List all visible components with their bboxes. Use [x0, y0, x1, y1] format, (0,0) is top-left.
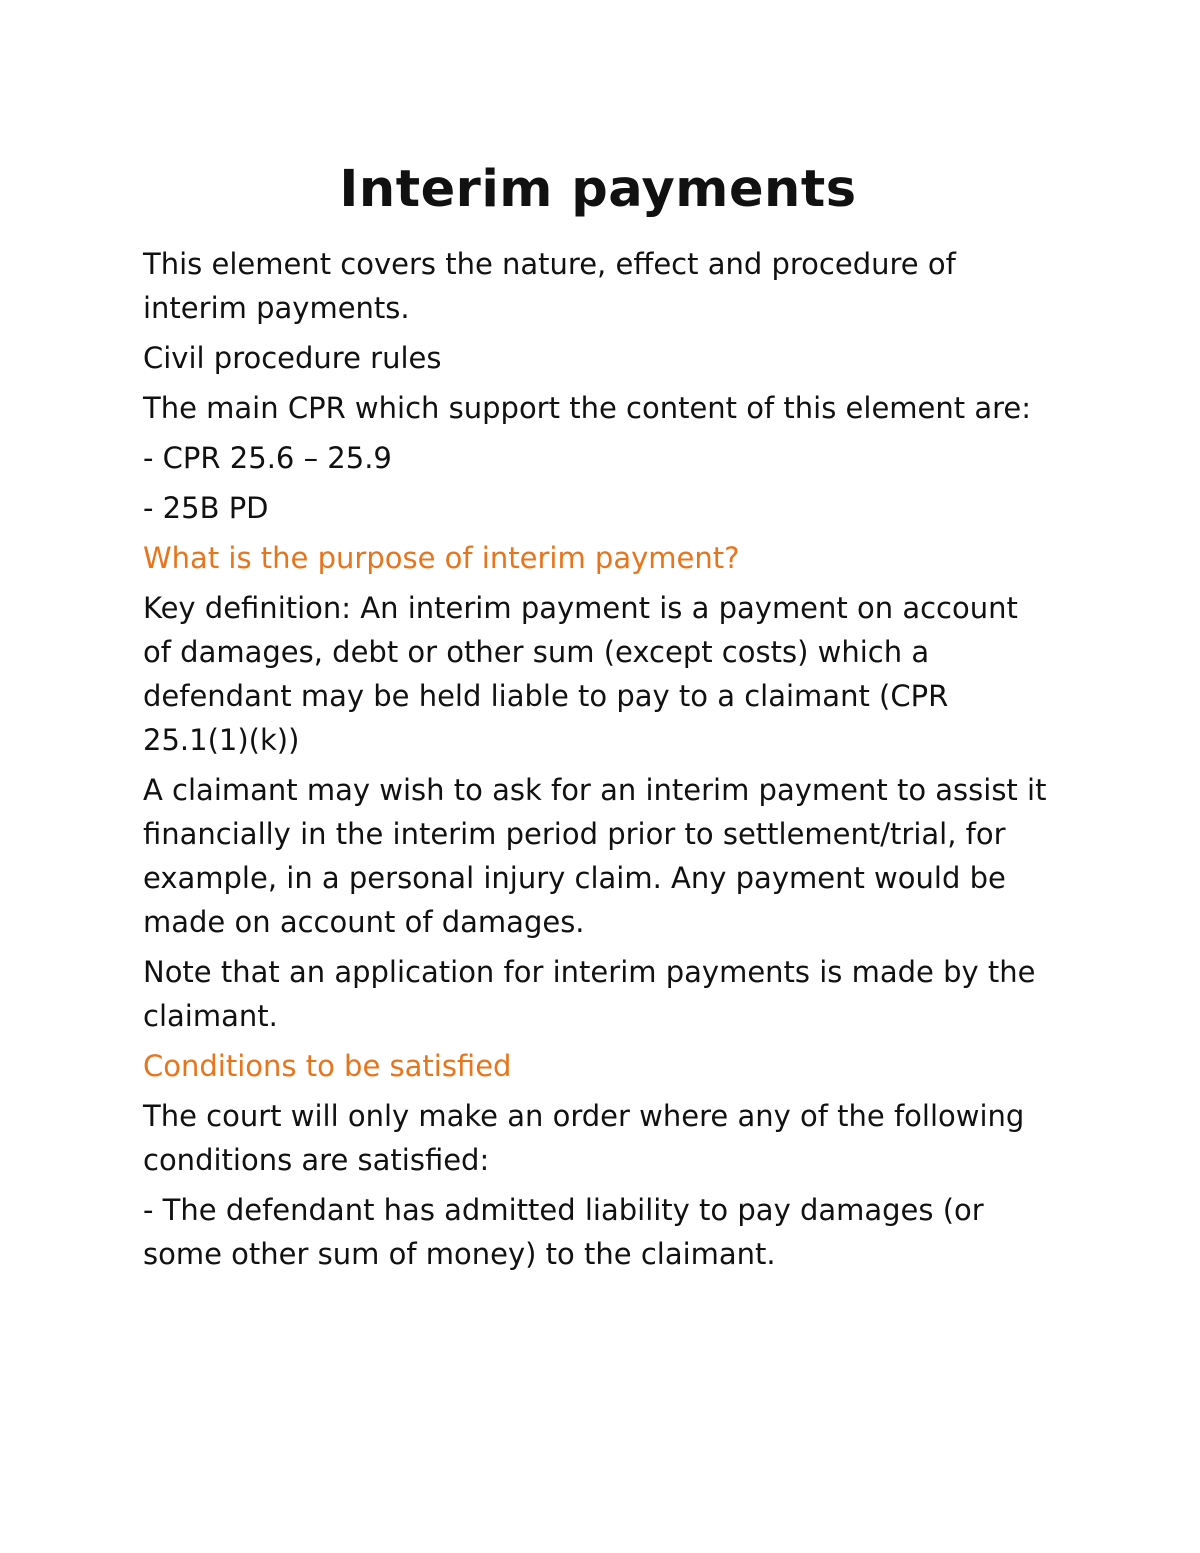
bullet-admitted-liability: - The defendant has admitted liability to pay damages (or some other sum of money) to the claimant.: [143, 1193, 984, 1271]
civil-procedure-rules-label: Civil procedure rules: [143, 341, 442, 375]
application-note-paragraph: Note that an application for interim payments is made by the claimant.: [143, 955, 1036, 1033]
section-heading-purpose: What is the purpose of interim payment?: [143, 541, 740, 575]
document-page: [143, 150, 1053, 1282]
intro-paragraph: This element covers the nature, effect and procedure of interim payments.: [143, 247, 956, 325]
conditions-intro-paragraph: The court will only make an order where any of the following conditions are satisfied:: [143, 1099, 1025, 1177]
claimant-reason-paragraph: A claimant may wish to ask for an interim payment to assist it financially in the interim period prior to settlement/trial, for example, in a personal injury claim. Any payment would be made on account of damages.: [143, 773, 1047, 939]
main-cpr-paragraph: The main CPR which support the content of this element are:: [143, 391, 1032, 425]
bullet-practice-direction: - 25B PD: [143, 491, 269, 525]
key-definition-paragraph: Key definition: An interim payment is a payment on account of damages, debt or other sum (except costs) which a defendant may be held liable to pay to a claimant (CPR 25.1(1)(k)): [143, 591, 1018, 757]
section-heading-conditions: Conditions to be satisfied: [143, 1049, 512, 1083]
page-title: Interim payments: [339, 160, 857, 219]
bullet-cpr-range: - CPR 25.6 – 25.9: [143, 441, 392, 475]
